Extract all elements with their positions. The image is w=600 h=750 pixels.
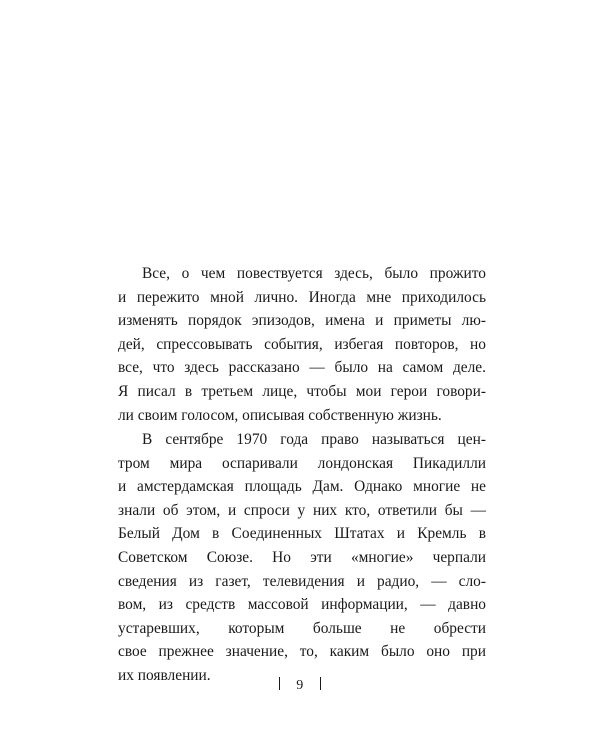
paragraph-line: вом, из средств массовой информации, — давно [118,596,486,614]
paragraph-line: ли своим голосом, описывая собственную жизнь. [118,406,442,424]
paragraph-line: Я писал в третьем лице, чтобы мои герои говори- [118,382,486,400]
paragraph-line: изменять порядок эпизодов, имена и приметы лю- [118,312,486,330]
folio-left-rule [279,677,280,690]
paragraph-line: Белый Дом в Соединенных Штатах и Кремль в [118,525,486,543]
paragraph-line: и амстердамская площадь Дам. Однако многие не [118,478,486,496]
paragraph-line: Советском Союзе. Но эти «многие» черпали [118,548,486,566]
paragraph-line: устаревших, которым больше не обрести [118,619,486,637]
paragraph-1 [118,262,486,427]
paragraph-line: В сентябре 1970 года право называться цен- [142,431,486,448]
paragraph-line: Все, о чем повествуется здесь, было прожито [142,265,486,282]
paragraph-line: их появлении. [118,666,211,684]
paragraph-line: тром мира оспаривали лондонская Пикадилли [118,454,486,472]
paragraph-line: знали об этом, и спроси у них кто, ответили бы — [118,501,486,519]
paragraph-line: дей, спрессовывать события, избегая повторов, но [118,335,486,353]
paragraph-line: и пережито мной лично. Иногда мне приходилось [118,288,486,306]
page-number [0,676,600,696]
page-number-value: 9 [296,678,304,693]
paragraph-line: сведения из газет, телевидения и радио, — сло- [118,572,486,590]
paragraph-2 [118,428,486,688]
paragraph-line: все, что здесь рассказано — было на самом деле. [118,359,486,377]
folio-right-rule [320,677,321,690]
paragraph-line: свое прежнее значение, то, каким было оно при [118,643,486,661]
